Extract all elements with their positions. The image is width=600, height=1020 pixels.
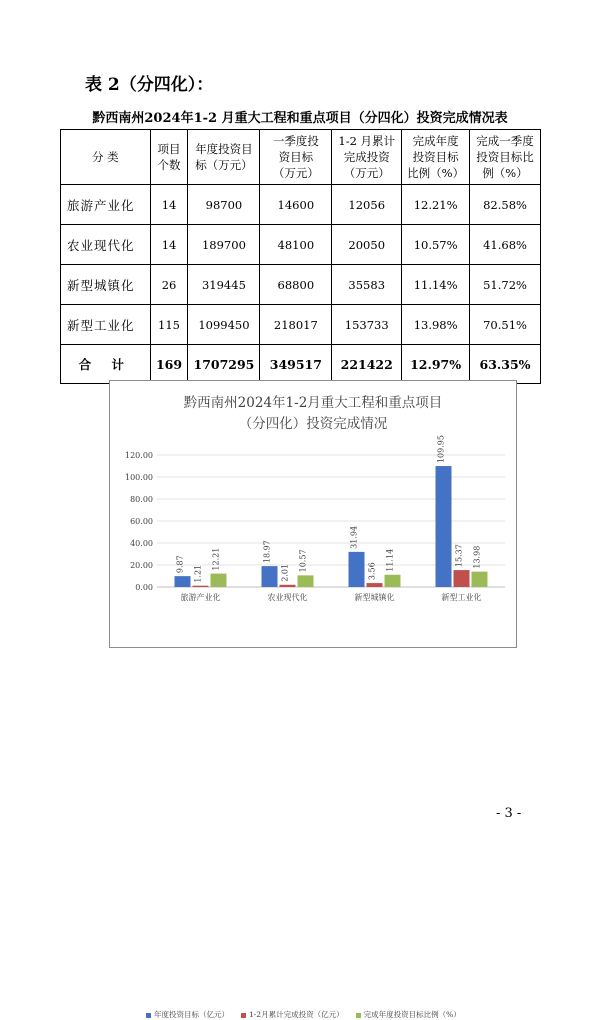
y-tick-label: 120.00 [125, 451, 153, 460]
page-number: - 3 - [496, 806, 522, 821]
category-label: 农业现代化 [267, 593, 308, 602]
column-header [402, 130, 470, 185]
column-header-line: 项目 [157, 142, 181, 156]
bar [175, 576, 191, 587]
column-header [61, 130, 151, 185]
table-total-row [61, 345, 541, 384]
column-header-line: 投资目标 [412, 150, 459, 164]
column-header-line: 完成一季度 [476, 134, 534, 148]
value-cell: 26 [150, 265, 188, 305]
value-cell: 98700 [188, 185, 260, 225]
value-cell: 153733 [332, 305, 402, 345]
column-header-line: 标（万元） [195, 158, 253, 172]
column-header-line: 比例（%） [407, 166, 465, 180]
column-header-line: 资目标 [278, 150, 314, 164]
bar [211, 574, 227, 587]
category-label: 新型城镇化 [354, 593, 395, 602]
data-label: 12.21 [211, 547, 221, 571]
data-label: 2.01 [280, 563, 290, 582]
y-tick-label: 0.00 [135, 583, 153, 592]
bar [472, 572, 488, 587]
data-label: 11.14 [385, 548, 395, 572]
value-cell: 349517 [260, 345, 332, 384]
legend-label: 完成年度投资目标比例（%） [363, 1010, 461, 1019]
bar [385, 575, 401, 587]
data-label: 15.37 [454, 544, 464, 568]
bar [454, 570, 470, 587]
table-row [61, 265, 541, 305]
column-header-line: 1-2 月累计 [338, 134, 396, 148]
value-cell: 12056 [332, 185, 402, 225]
value-cell: 63.35% [470, 345, 541, 384]
data-label: 10.57 [298, 549, 308, 573]
legend-swatch [241, 1013, 246, 1018]
bar [193, 586, 209, 587]
value-cell: 14600 [260, 185, 332, 225]
investment-table [60, 129, 541, 384]
table-header-row [61, 130, 541, 185]
section-heading: 表 2（分四化）： [85, 75, 214, 95]
category-cell: 新型城镇化 [61, 265, 151, 305]
y-tick-label: 80.00 [130, 495, 153, 504]
column-header-line: 年度投资目 [195, 142, 253, 156]
column-header-line: 分 类 [91, 150, 119, 164]
value-cell: 10.57% [402, 225, 470, 265]
data-label: 13.98 [472, 545, 482, 569]
bar-chart [110, 381, 516, 647]
legend-item [241, 1010, 344, 1019]
data-label: 3.56 [367, 562, 377, 581]
category-cell: 合 计 [61, 345, 151, 384]
y-tick-label: 20.00 [130, 561, 153, 570]
value-cell: 11.14% [402, 265, 470, 305]
bar [436, 466, 452, 587]
legend-swatch [146, 1013, 151, 1018]
data-label: 18.97 [262, 540, 272, 564]
value-cell: 68800 [260, 265, 332, 305]
legend-label: 年度投资目标（亿元） [154, 1010, 229, 1019]
value-cell: 41.68% [470, 225, 541, 265]
column-header-line: 一季度投 [272, 134, 319, 148]
value-cell: 48100 [260, 225, 332, 265]
column-header-line: 完成年度 [412, 134, 459, 148]
bar [280, 585, 296, 587]
value-cell: 35583 [332, 265, 402, 305]
table-row [61, 185, 541, 225]
column-header [150, 130, 188, 185]
chart-title-line-2: （分四化）投资完成情况 [238, 416, 388, 432]
data-label: 1.21 [193, 564, 203, 583]
chart-legend [146, 1009, 473, 1020]
column-header [188, 130, 260, 185]
column-header-line: 完成投资 [343, 150, 390, 164]
value-cell: 221422 [332, 345, 402, 384]
column-header-line: （万元） [272, 166, 319, 180]
column-header [332, 130, 402, 185]
category-cell: 新型工业化 [61, 305, 151, 345]
chart-title-line-1: 黔西南州2024年1-2月重大工程和重点项目 [183, 395, 443, 411]
column-header-line: 个数 [157, 158, 181, 172]
column-header [260, 130, 332, 185]
value-cell: 12.97% [402, 345, 470, 384]
column-header-line: （万元） [343, 166, 390, 180]
bar [298, 575, 314, 587]
category-label: 旅游产业化 [180, 593, 221, 602]
category-cell: 农业现代化 [61, 225, 151, 265]
value-cell: 1099450 [188, 305, 260, 345]
category-cell: 旅游产业化 [61, 185, 151, 225]
column-header-line: 例（%） [482, 166, 528, 180]
legend-swatch [356, 1013, 361, 1018]
value-cell: 319445 [188, 265, 260, 305]
data-label: 9.87 [175, 555, 185, 574]
value-cell: 189700 [188, 225, 260, 265]
table-row [61, 225, 541, 265]
value-cell: 14 [150, 225, 188, 265]
legend-label: 1-2月累计完成投资（亿元） [249, 1010, 344, 1019]
value-cell: 82.58% [470, 185, 541, 225]
bar [367, 583, 383, 587]
data-label: 31.94 [349, 525, 359, 549]
column-header-line: 投资目标比 [476, 150, 534, 164]
category-label: 新型工业化 [441, 593, 482, 602]
legend-item [356, 1010, 461, 1019]
value-cell: 1707295 [188, 345, 260, 384]
data-label: 109.95 [436, 435, 446, 464]
table-row [61, 305, 541, 345]
value-cell: 115 [150, 305, 188, 345]
table-body [61, 185, 541, 384]
value-cell: 70.51% [470, 305, 541, 345]
value-cell: 51.72% [470, 265, 541, 305]
value-cell: 169 [150, 345, 188, 384]
value-cell: 12.21% [402, 185, 470, 225]
table-title: 黔西南州2024年1-2 月重大工程和重点项目（分四化）投资完成情况表 [92, 111, 508, 126]
column-header [470, 130, 541, 185]
value-cell: 218017 [260, 305, 332, 345]
y-tick-label: 40.00 [130, 539, 153, 548]
legend-item [146, 1010, 229, 1019]
bar [262, 566, 278, 587]
value-cell: 20050 [332, 225, 402, 265]
y-tick-label: 60.00 [130, 517, 153, 526]
bar [349, 552, 365, 587]
y-tick-label: 100.00 [125, 473, 153, 482]
value-cell: 14 [150, 185, 188, 225]
value-cell: 13.98% [402, 305, 470, 345]
chart-frame [109, 380, 517, 1019]
